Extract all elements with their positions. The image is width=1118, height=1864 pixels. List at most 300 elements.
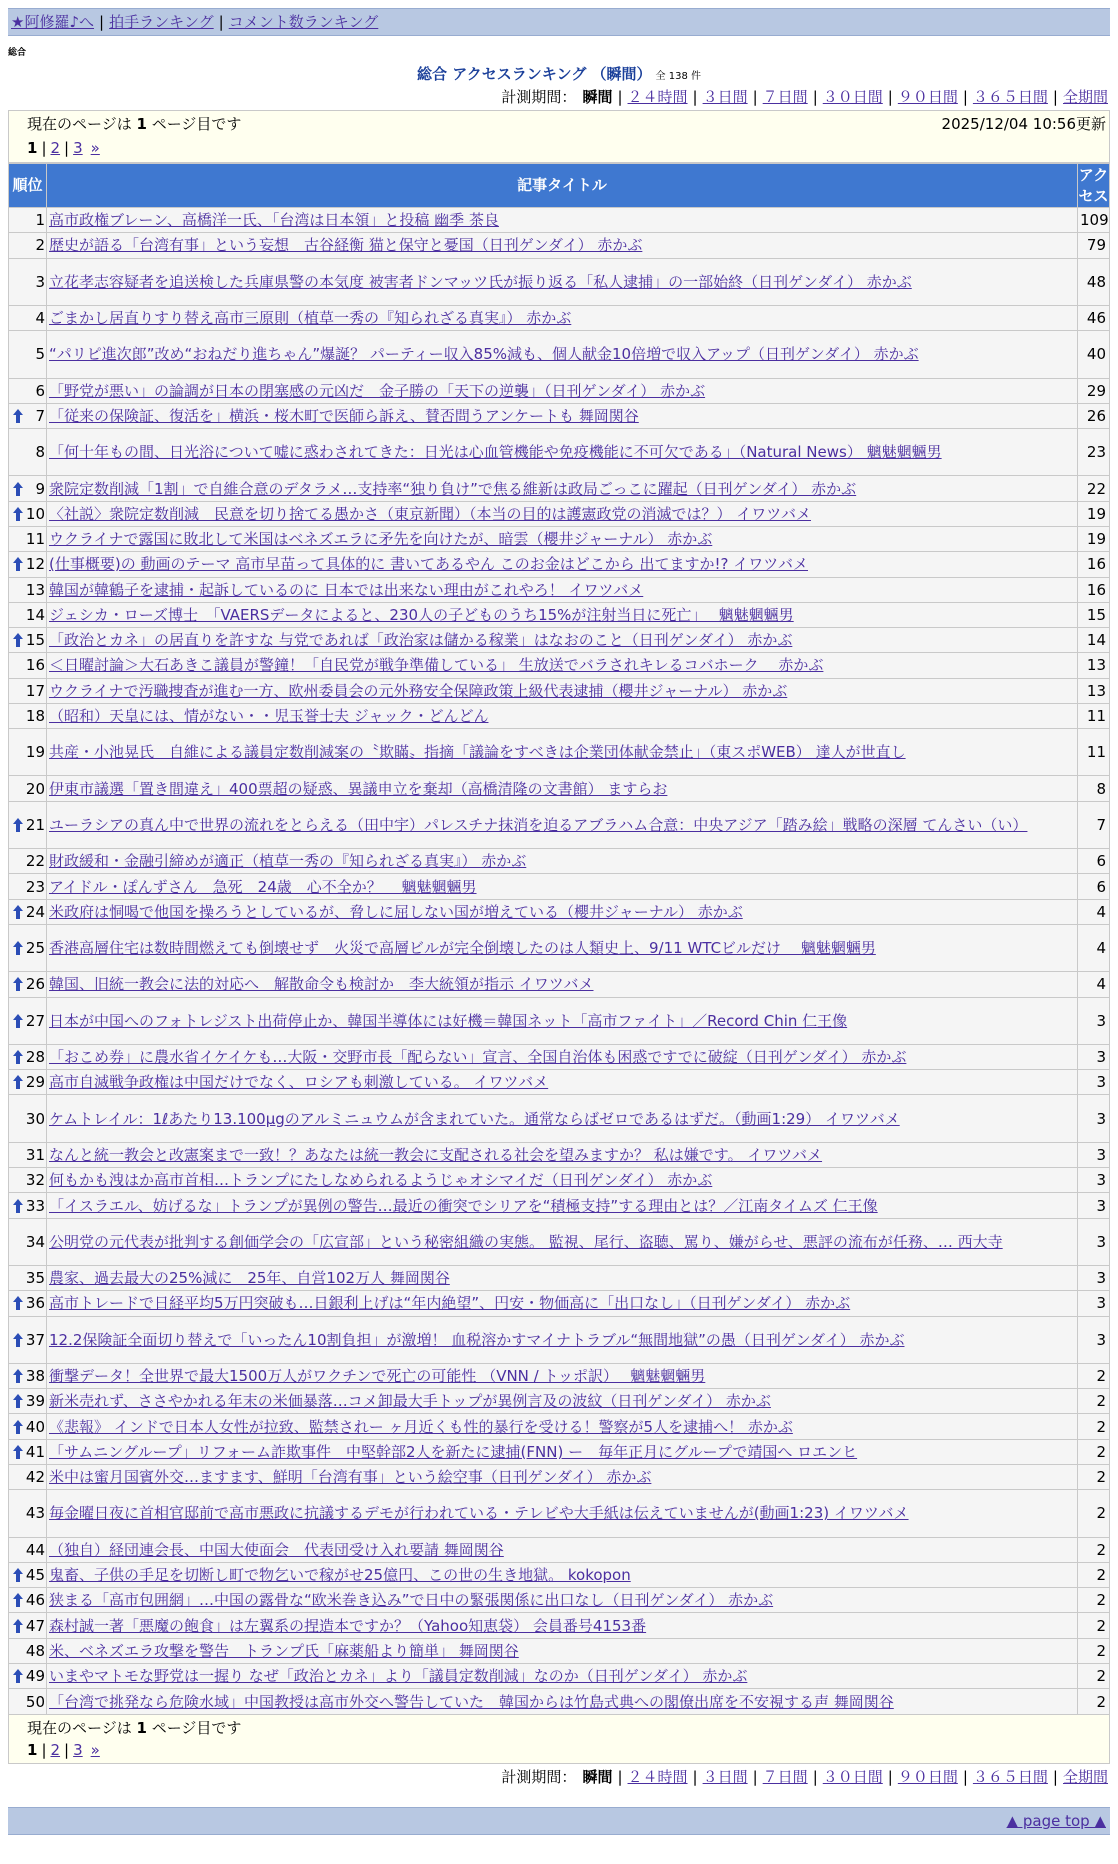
rank-cell (9, 1316, 47, 1363)
access-count: 3 (1078, 1044, 1110, 1069)
title-cell (47, 1095, 1078, 1142)
table-row (9, 1070, 1110, 1095)
article-title-link[interactable]: 立花孝志容疑者を追送検した兵庫県警の本気度 被害者ドンマッツ氏が振り返る「私人逮捕」の一部始終（日刊ゲンダイ） 赤かぶ (49, 272, 912, 291)
article-title-link[interactable]: 韓国、旧統一教会に法的対応へ 解散命令も検討か 李大統領が指示 イワツバメ (49, 975, 594, 994)
rank-number: 41 (25, 1442, 45, 1461)
period-separator: | (887, 1768, 893, 1786)
title-cell (47, 476, 1078, 501)
page-prefix: 現在のページは (27, 1719, 132, 1737)
table-row (9, 1663, 1110, 1688)
rank-up-arrow-icon (12, 1295, 24, 1311)
rank-number: 22 (25, 852, 45, 871)
access-count: 2 (1078, 1490, 1110, 1537)
table-row (9, 476, 1110, 501)
rank-number: 34 (25, 1232, 45, 1251)
rank-cell (9, 403, 47, 428)
rank-cell (9, 1490, 47, 1537)
table-row (9, 501, 1110, 526)
rank-up-arrow-icon (12, 817, 24, 833)
rank-number: 12 (25, 555, 45, 574)
rank-up-arrow-icon (12, 1049, 24, 1065)
access-count: 2 (1078, 1613, 1110, 1638)
title-cell (47, 1537, 1078, 1562)
rank-up-arrow-icon (12, 408, 24, 424)
rank-cell (9, 233, 47, 258)
table-header-row (9, 164, 1110, 208)
footer-bar (8, 1807, 1110, 1835)
article-title-link[interactable]: ウクライナで汚職捜査が進む一方、欧州委員会の元外務安全保障政策上級代表逮捕（櫻井ジャーナル） 赤かぶ (49, 681, 788, 700)
title-cell (47, 526, 1078, 551)
table-row (9, 874, 1110, 899)
nav-comment-ranking-link[interactable]: コメント数ランキング (228, 13, 379, 31)
rank-cell (9, 1663, 47, 1688)
period-link-4[interactable]: ３０日間 (822, 1768, 883, 1786)
rank-number: 36 (25, 1294, 45, 1313)
article-title-link[interactable]: 《悲報》 インドで日本人女性が拉致、監禁されー ヶ月近くも性的暴行を受ける！警察が5人を逮捕へ！ 赤かぶ (49, 1417, 793, 1436)
access-count: 29 (1078, 378, 1110, 403)
access-count: 19 (1078, 501, 1110, 526)
article-title-link[interactable]: ＜日曜討論＞大石あきこ議員が警鐘！「自民党が戦争準備している」 生放送でバラされキレるコバホーク 赤かぶ (49, 656, 824, 675)
access-count: 79 (1078, 233, 1110, 258)
access-count: 2 (1078, 1464, 1110, 1489)
table-row (9, 972, 1110, 997)
pager-page-link[interactable]: 2 (50, 139, 61, 157)
access-count: 2 (1078, 1389, 1110, 1414)
article-title-link[interactable]: 公明党の元代表が批判する創価学会の「広宣部」という秘密組織の実態。 監視、尾行、盗聴、罵り、嫌がらせ、悪評の流布が任務、… 西大寺 (49, 1232, 1003, 1251)
access-count: 2 (1078, 1638, 1110, 1663)
period-current: 瞬間 (582, 88, 613, 106)
access-count: 4 (1078, 924, 1110, 971)
rank-cell (9, 801, 47, 848)
article-title-link[interactable]: 「野党が悪い」の論調が日本の閉塞感の元凶だ 金子勝の「天下の逆襲」（日刊ゲンダイ） 赤かぶ (49, 381, 706, 400)
title-cell (47, 1588, 1078, 1613)
period-link-1[interactable]: ２４時間 (627, 88, 688, 106)
title-cell (47, 1044, 1078, 1069)
rank-number: 27 (25, 1011, 45, 1030)
rank-number: 37 (25, 1330, 45, 1349)
rank-cell (9, 997, 47, 1044)
rank-number: 9 (35, 479, 45, 498)
rank-up-arrow-icon (12, 1668, 24, 1684)
ranking-table-body (9, 208, 1110, 1715)
rank-cell (9, 1044, 47, 1069)
ranking-table (8, 163, 1110, 1715)
period-separator: | (887, 88, 893, 106)
title-cell (47, 1439, 1078, 1464)
rank-cell (9, 552, 47, 577)
rank-number: 48 (25, 1641, 45, 1660)
access-count: 23 (1078, 429, 1110, 476)
table-row (9, 1218, 1110, 1265)
table-row (9, 1414, 1110, 1439)
rank-number: 49 (25, 1667, 45, 1686)
rank-number: 25 (25, 939, 45, 958)
title-cell (47, 429, 1078, 476)
table-row (9, 924, 1110, 971)
rank-cell (9, 1588, 47, 1613)
rank-cell (9, 1095, 47, 1142)
title-cell (47, 729, 1078, 776)
period-link-2[interactable]: ３日間 (702, 88, 748, 106)
title-cell (47, 1689, 1078, 1715)
article-title-link[interactable]: 新米売れず、ささやかれる年末の米価暴落…コメ卸最大手トップが異例言及の波紋（日刊ゲンダイ） 赤かぶ (49, 1392, 771, 1411)
article-title-link[interactable]: ジェシカ・ローズ博士 「VAERSデータによると、230人の子どものうち15%が注射当日に死亡」 魑魅魍魎男 (49, 605, 794, 624)
title-cell (47, 1389, 1078, 1414)
period-link-7[interactable]: 全期間 (1062, 1768, 1108, 1786)
title-cell (47, 1638, 1078, 1663)
access-count: 26 (1078, 403, 1110, 428)
table-row (9, 577, 1110, 602)
period-link-3[interactable]: ７日間 (762, 1768, 808, 1786)
article-title-link[interactable]: 米政府は恫喝で他国を操ろうとしているが、脅しに屈しない国が増えている（櫻井ジャーナル） 赤かぶ (49, 902, 743, 921)
rank-up-arrow-icon (12, 940, 24, 956)
pager-separator: | (41, 139, 47, 157)
period-link-7[interactable]: 全期間 (1062, 88, 1108, 106)
article-title-link[interactable]: ケムトレイル：1ℓあたり13.100μgのアルミニュウムが含まれていた。通常ならばゼロであるはずだ。（動画1:29） イワツバメ (49, 1109, 900, 1128)
rank-cell (9, 849, 47, 874)
access-count: 3 (1078, 1095, 1110, 1142)
title-cell (47, 924, 1078, 971)
period-separator: | (812, 88, 818, 106)
period-separator: | (692, 88, 698, 106)
article-title-link[interactable]: 12.2保険証全面切り替えで「いったん10割負担」が激増！ 血税溶かすマイナトラブル“無間地獄”の愚（日刊ゲンダイ） 赤かぶ (49, 1330, 905, 1349)
table-row (9, 1316, 1110, 1363)
title-cell (47, 678, 1078, 703)
period-separator: | (752, 88, 758, 106)
period-link-5[interactable]: ９０日間 (897, 88, 958, 106)
pager-next-link[interactable]: » (90, 1741, 100, 1759)
access-count: 3 (1078, 1070, 1110, 1095)
title-cell (47, 874, 1078, 899)
rank-cell (9, 1363, 47, 1388)
rank-number: 4 (35, 309, 45, 328)
article-title-link[interactable]: 歴史が語る「台湾有事」という妄想 古谷経衡 猫と保守と憂国（日刊ゲンダイ） 赤かぶ (49, 236, 643, 255)
access-count: 48 (1078, 258, 1110, 305)
title-cell (47, 997, 1078, 1044)
nav-asyura-home-link[interactable]: ★阿修羅♪へ (11, 13, 95, 31)
pager-page-link[interactable]: 2 (50, 1741, 61, 1759)
rank-number: 47 (25, 1616, 45, 1635)
article-title-link[interactable]: 高市自滅戦争政権は中国だけでなく、ロシアも刺激している。 イワツバメ (49, 1073, 549, 1092)
article-title-link[interactable]: 高市トレードで日経平均5万円突破も…日銀利上げは“年内絶望”、円安・物価高に「出口なし」（日刊ゲンダイ） 赤かぶ (49, 1294, 851, 1313)
period-link-3[interactable]: ７日間 (762, 88, 808, 106)
article-title-link[interactable]: 「おこめ券」に農水省イケイケも…大阪・交野市長「配らない」宣言、全国自治体も困惑ですでに破綻（日刊ゲンダイ） 赤かぶ (49, 1048, 907, 1067)
rank-up-arrow-icon (12, 556, 24, 572)
page-number: 1 (136, 115, 147, 133)
access-count: 16 (1078, 577, 1110, 602)
rank-cell (9, 899, 47, 924)
table-row (9, 1562, 1110, 1587)
article-title-link[interactable]: 財政緩和・金融引締めが適正（植草一秀の『知られざる真実』） 赤かぶ (49, 852, 527, 871)
article-title-link[interactable]: アイドル・ぽんずさん 急死 24歳 心不全か？ 魑魅魍魎男 (49, 877, 477, 896)
pager-current-page[interactable]: 1 (27, 1741, 38, 1759)
period-link-6[interactable]: ３６５日間 (972, 88, 1048, 106)
article-title-link[interactable]: 「サムニングループ」リフォーム詐欺事件 中堅幹部2人を新たに逮捕(FNN) ー 毎年正月にグループで靖国へ ロエンヒ (49, 1442, 858, 1461)
rank-cell (9, 1070, 47, 1095)
rank-cell (9, 1168, 47, 1193)
access-count: 15 (1078, 602, 1110, 627)
period-link-6[interactable]: ３６５日間 (972, 1768, 1048, 1786)
rank-cell (9, 729, 47, 776)
table-row (9, 1266, 1110, 1291)
rank-cell (9, 924, 47, 971)
nav-separator: | (218, 13, 224, 31)
rank-cell (9, 1689, 47, 1715)
rank-number: 32 (25, 1171, 45, 1190)
title-cell (47, 1316, 1078, 1363)
title-cell (47, 1613, 1078, 1638)
rank-cell (9, 305, 47, 330)
article-title-link[interactable]: 「台湾で挑発なら危険水域」中国教授は高市外交へ警告していた 韓国からは竹島式典への閣僚出席を不安視する声 舞岡関谷 (49, 1692, 894, 1711)
title-cell (47, 602, 1078, 627)
pager-page-link[interactable]: 3 (73, 139, 83, 157)
rank-cell (9, 476, 47, 501)
article-title-link[interactable]: 米中は蜜月国賓外交…ますます、鮮明「台湾有事」という絵空事（日刊ゲンダイ） 赤かぶ (49, 1468, 652, 1487)
article-title-link[interactable]: 鬼畜、子供の手足を切断し町で物乞いで稼がせ25億円、この世の生き地獄。 kokopon (49, 1566, 631, 1585)
title-cell (47, 1414, 1078, 1439)
ranking-title: 総合 アクセスランキング （瞬間） (417, 65, 652, 83)
title-cell (47, 1363, 1078, 1388)
access-count: 2 (1078, 1414, 1110, 1439)
article-title-link[interactable]: ウクライナで露国に敗北して米国はベネズエラに矛先を向けたが、暗雲（櫻井ジャーナル） 赤かぶ (49, 530, 713, 549)
rank-number: 24 (25, 902, 45, 921)
title-cell (47, 1070, 1078, 1095)
rank-up-arrow-icon (12, 1198, 24, 1214)
rank-cell (9, 972, 47, 997)
title-cell (47, 552, 1078, 577)
access-count: 19 (1078, 526, 1110, 551)
article-title-link[interactable]: 〈社説〉衆院定数削減 民意を切り捨てる愚かさ（東京新聞）（本当の目的は護憲政党の消滅では？） イワツバメ (49, 504, 811, 523)
table-row (9, 305, 1110, 330)
table-row (9, 552, 1110, 577)
period-separator: | (962, 1768, 968, 1786)
article-title-link[interactable]: 衝撃データ！全世界で最大1500万人がワクチンで死亡の可能性 （VNN / トッポ訳） 魑魅魍魎男 (49, 1367, 706, 1386)
table-row (9, 378, 1110, 403)
period-separator: | (962, 88, 968, 106)
title-cell (47, 776, 1078, 801)
rank-number: 44 (25, 1540, 45, 1559)
rank-number: 30 (25, 1109, 45, 1128)
rank-number: 31 (25, 1145, 45, 1164)
rank-cell (9, 501, 47, 526)
page-number: 1 (136, 1719, 147, 1737)
table-row (9, 1193, 1110, 1218)
rank-up-arrow-icon (12, 506, 24, 522)
table-row (9, 1689, 1110, 1715)
page-title (0, 63, 1118, 84)
rank-number: 5 (35, 345, 45, 364)
article-title-link[interactable]: 衆院定数削減「1割」で自維合意のデタラメ…支持率“独り負け”で焦る維新は政局ごっこに躍起（日刊ゲンダイ） 赤かぶ (49, 479, 857, 498)
access-count: 11 (1078, 729, 1110, 776)
pagination-top (27, 138, 100, 158)
access-count: 3 (1078, 997, 1110, 1044)
period-link-1[interactable]: ２４時間 (627, 1768, 688, 1786)
article-title-link[interactable]: 何もかも洩はか高市首相…トランプにたしなめられるようじゃオシマイだ（日刊ゲンダイ） 赤かぶ (49, 1171, 713, 1190)
article-title-link[interactable]: ユーラシアの真ん中で世界の流れをとらえる（田中宇）パレスチナ抹消を迫るアブラハム合意：中央アジア「踏み絵」戦略の深層 てんさい（い） (49, 815, 1028, 834)
table-row (9, 1291, 1110, 1316)
rank-number: 40 (25, 1417, 45, 1436)
article-title-link[interactable]: 高市政権ブレーン、高橋洋一氏、「台湾は日本領」と投稿 幽季 茶良 (49, 211, 499, 230)
title-cell (47, 258, 1078, 305)
article-title-link[interactable]: 「イスラエル、妨げるな」トランプが異例の警告…最近の衝突でシリアを“積極支持”する理由とは？／江南タイムズ 仁王像 (49, 1196, 878, 1215)
title-cell (47, 1142, 1078, 1167)
pager-page-link[interactable]: 3 (73, 1741, 83, 1759)
rank-number: 35 (25, 1269, 45, 1288)
rank-number: 1 (35, 211, 45, 230)
table-row (9, 1613, 1110, 1638)
title-cell (47, 577, 1078, 602)
rank-number: 14 (25, 605, 45, 624)
header-access: アクセス (1078, 164, 1110, 208)
rank-number: 16 (25, 656, 45, 675)
article-title-link[interactable]: 伊東市議選「置き間違え」400票超の疑惑、異議申立を棄却（高橋清隆の文書館） ますらお (49, 779, 668, 798)
table-row (9, 1095, 1110, 1142)
rank-up-arrow-icon (12, 1444, 24, 1460)
rank-up-arrow-icon (12, 904, 24, 920)
title-cell (47, 972, 1078, 997)
title-cell (47, 501, 1078, 526)
page-suffix: ページ目です (151, 115, 242, 133)
table-row (9, 1490, 1110, 1537)
rank-number: 33 (25, 1196, 45, 1215)
article-title-link[interactable]: 米、ベネズエラ攻撃を警告 トランプ氏「麻薬船より簡単」 舞岡関谷 (49, 1641, 519, 1660)
rank-number: 17 (25, 681, 45, 700)
rank-number: 10 (25, 504, 45, 523)
access-count: 3 (1078, 1218, 1110, 1265)
access-count: 13 (1078, 678, 1110, 703)
header-rank: 順位 (9, 164, 47, 208)
title-cell (47, 628, 1078, 653)
pager-next-link[interactable]: » (90, 139, 100, 157)
period-separator: | (617, 1768, 623, 1786)
access-count: 13 (1078, 653, 1110, 678)
period-separator: | (617, 88, 623, 106)
page-top-link[interactable]: ▲ page top ▲ (1006, 1812, 1106, 1830)
current-page-text (27, 114, 241, 134)
rank-number: 50 (25, 1692, 45, 1711)
page-info-top (8, 110, 1110, 163)
period-link-5[interactable]: ９０日間 (897, 1768, 958, 1786)
access-count: 3 (1078, 1193, 1110, 1218)
access-count: 2 (1078, 1663, 1110, 1688)
title-cell (47, 801, 1078, 848)
rank-cell (9, 1291, 47, 1316)
article-title-link[interactable]: （独自）経団連会長、中国大使面会 代表団受け入れ要請 舞岡関谷 (49, 1540, 504, 1559)
access-count: 2 (1078, 1588, 1110, 1613)
access-count: 3 (1078, 1142, 1110, 1167)
rank-up-arrow-icon (12, 1332, 24, 1348)
article-title-link[interactable]: 「何十年もの間、日光浴について嘘に惑わされてきた：日光は心血管機能や免疫機能に不可欠である」（Natural News） 魑魅魍魎男 (49, 443, 942, 462)
title-cell (47, 233, 1078, 258)
article-title-link[interactable]: 農家、過去最大の25%減に 25年、自営102万人 舞岡関谷 (49, 1269, 450, 1288)
article-title-link[interactable]: いまやマトモな野党は一握り なぜ「政治とカネ」より「議員定数削減」なのか（日刊ゲンダイ） 赤かぶ (49, 1667, 748, 1686)
nav-clap-ranking-link[interactable]: 拍手ランキング (109, 13, 214, 31)
period-separator: | (692, 1768, 698, 1786)
nav-separator: | (99, 13, 105, 31)
article-title-link[interactable]: 「政治とカネ」の居直りを許すな 与党であれば「政治家は儲かる稼業」はなおのこと（日刊ゲンダイ） 赤かぶ (49, 631, 793, 650)
article-title-link[interactable]: 「従来の保険証、復活を」横浜・桜木町で医師ら訴え、賛否問うアンケートも 舞岡関谷 (49, 406, 639, 425)
access-count: 3 (1078, 1168, 1110, 1193)
period-separator: | (1052, 88, 1058, 106)
pager-current-page[interactable]: 1 (27, 139, 38, 157)
article-title-link[interactable]: 韓国が韓鶴子を逮捕・起訴しているのに 日本では出来ない理由がこれやろ！ イワツバメ (49, 580, 644, 599)
rank-up-arrow-icon (12, 1618, 24, 1634)
article-title-link[interactable]: ごまかし居直りすり替え高市三原則（植草一秀の『知られざる真実』） 赤かぶ (49, 309, 572, 328)
title-cell (47, 378, 1078, 403)
rank-cell (9, 1142, 47, 1167)
article-title-link[interactable]: 森村誠一著「悪魔の飽食」は左翼系の捏造本ですか？（Yahoo知恵袋） 会員番号4153番 (49, 1616, 647, 1635)
access-count: 4 (1078, 972, 1110, 997)
table-row (9, 1464, 1110, 1489)
title-cell (47, 1464, 1078, 1489)
rank-number: 7 (35, 406, 45, 425)
pager-separator: | (64, 1741, 70, 1759)
rank-cell (9, 874, 47, 899)
access-count: 6 (1078, 874, 1110, 899)
article-title-link[interactable]: なんと統一教会と改憲案まで一致！？あなたは統一教会に支配される社会を望みますか？ 私は嫌です。 イワツバメ (49, 1145, 823, 1164)
rank-cell (9, 378, 47, 403)
rank-cell (9, 577, 47, 602)
rank-number: 28 (25, 1048, 45, 1067)
article-title-link[interactable]: 狭まる「高市包囲網」…中国の露骨な“欧米巻き込み”で日中の緊張関係に出口なし（日刊ゲンダイ） 赤かぶ (49, 1591, 774, 1610)
table-row (9, 1537, 1110, 1562)
rank-cell (9, 628, 47, 653)
title-cell (47, 1562, 1078, 1587)
article-title-link[interactable]: 香港高層住宅は数時間燃えても倒壊せず 火災で高層ビルが完全倒壊したのは人類史上、9/11 WTCビルだけ 魑魅魍魎男 (49, 939, 876, 958)
article-title-link[interactable]: 共産・小池晃氏 自維による議員定数削減案の〝欺瞞〟指摘「議論をすべきは企業団体献金禁止」（東スポWEB） 達人が世直し (49, 743, 906, 762)
pagination-bottom (27, 1740, 100, 1760)
rank-up-arrow-icon (12, 481, 24, 497)
rank-up-arrow-icon (12, 632, 24, 648)
access-count: 22 (1078, 476, 1110, 501)
rank-cell (9, 331, 47, 378)
article-title-link[interactable]: 日本が中国へのフォトレジスト出荷停止か、韓国半導体には好機＝韓国ネット「高市ファイト」／Record Chin 仁王像 (49, 1011, 848, 1030)
access-count: 11 (1078, 703, 1110, 728)
updated-timestamp: 2025/12/04 10:56更新 (941, 115, 1106, 133)
article-title-link[interactable]: (仕事概要)の 動画のテーマ 高市早苗って具体的に 書いてあるやん このお金はどこから 出てますか!? イワツバメ (49, 555, 808, 574)
table-row (9, 997, 1110, 1044)
rank-number: 21 (25, 815, 45, 834)
rank-cell (9, 653, 47, 678)
period-link-4[interactable]: ３０日間 (822, 88, 883, 106)
table-row (9, 1363, 1110, 1388)
title-cell (47, 1193, 1078, 1218)
access-count: 7 (1078, 801, 1110, 848)
title-cell (47, 703, 1078, 728)
rank-cell (9, 1464, 47, 1489)
header-title: 記事タイトル (47, 164, 1078, 208)
access-count: 2 (1078, 1689, 1110, 1715)
article-title-link[interactable]: 毎金曜日夜に首相官邸前で高市悪政に抗議するデモが行われている・テレビや大手紙は伝えていませんが(動画1:23) イワツバメ (49, 1504, 909, 1523)
rank-number: 18 (25, 706, 45, 725)
rank-cell (9, 1414, 47, 1439)
period-separator: | (1052, 1768, 1058, 1786)
rank-cell (9, 208, 47, 233)
period-link-2[interactable]: ３日間 (702, 1768, 748, 1786)
total-count: 全 138 件 (655, 71, 701, 82)
access-count: 8 (1078, 776, 1110, 801)
rank-number: 45 (25, 1566, 45, 1585)
article-title-link[interactable]: （昭和）天皇には、情がない・・児玉誉士夫 ジャック・どんどん (49, 706, 489, 725)
rank-number: 42 (25, 1468, 45, 1487)
article-title-link[interactable]: “パリピ進次郎”改め“おねだり進ちゃん”爆誕？ パーティー収入85%減も、個人献金10倍増で収入アップ（日刊ゲンダイ） 赤かぶ (49, 345, 919, 364)
table-row (9, 1044, 1110, 1069)
access-count: 3 (1078, 1291, 1110, 1316)
table-row (9, 429, 1110, 476)
table-row (9, 1439, 1110, 1464)
table-row (9, 703, 1110, 728)
title-cell (47, 1490, 1078, 1537)
